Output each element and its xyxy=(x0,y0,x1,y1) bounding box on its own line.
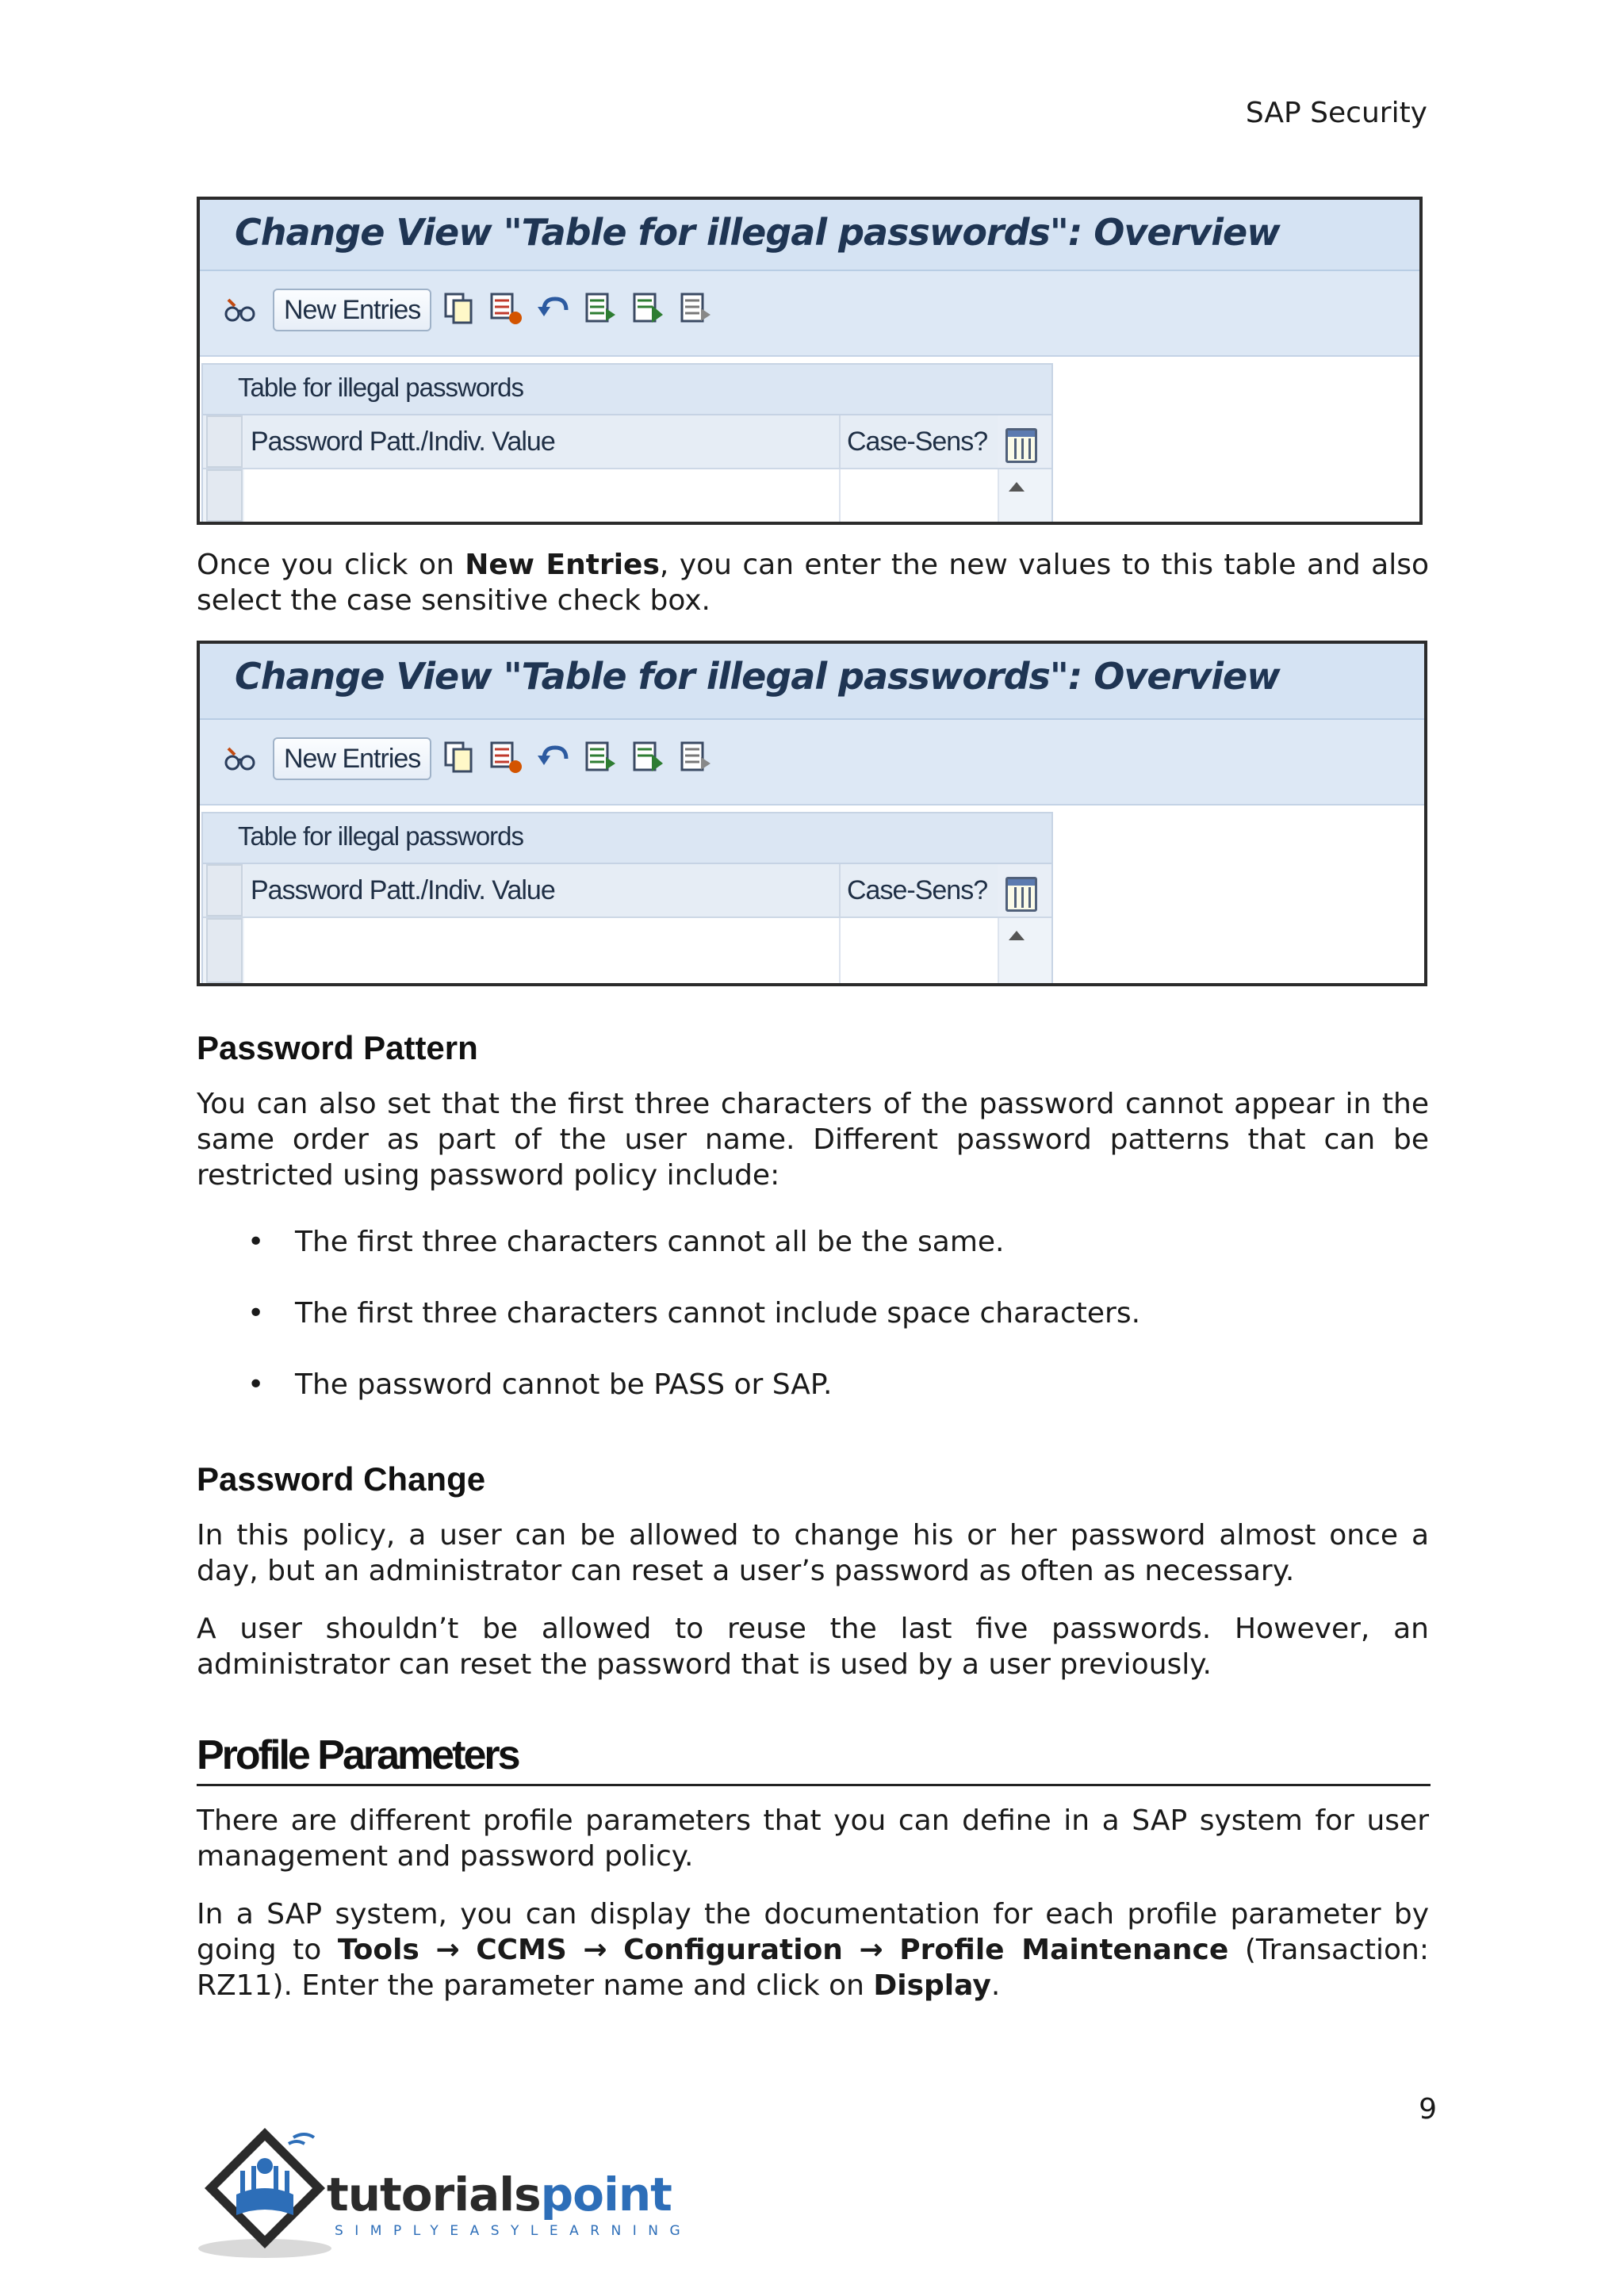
password-pattern-paragraph: You can also set that the first three characters of the password cannot appear in the same order as part of the user name. Different password patterns that can be restricted using password policy include: xyxy=(197,1088,1429,1192)
profile-parameters-heading: Profile Parameters xyxy=(197,1732,519,1778)
row-selector-header[interactable] xyxy=(206,864,243,916)
table-title: Table for illegal passwords xyxy=(238,821,524,851)
logo-wordmark: tutorialspoint xyxy=(327,2168,672,2221)
list-item: The password cannot be PASS or SAP. xyxy=(295,1368,833,1401)
sap-titlebar xyxy=(200,644,1424,720)
scroll-up-arrow-icon[interactable] xyxy=(1009,931,1025,940)
table-control xyxy=(201,812,1053,983)
sap-toolbar xyxy=(200,720,1424,806)
undo-icon[interactable] xyxy=(536,739,571,775)
profile-parameters-paragraph-1: There are different profile parameters that you can define in a SAP system for user management and password policy. xyxy=(197,1804,1429,1873)
logo-diamond-icon xyxy=(193,2122,336,2264)
table-row[interactable] xyxy=(244,918,999,983)
column-header-row xyxy=(203,415,1051,469)
column-configuration-icon[interactable] xyxy=(1005,428,1037,463)
sap-content xyxy=(200,806,1424,983)
bullet-icon: • xyxy=(247,1297,265,1330)
deselect-all-icon[interactable] xyxy=(679,739,714,775)
intro-paragraph: Once you click on New Entries, you can enter the new values to this table and also select the case sensitive check box. xyxy=(197,549,1430,617)
column-case-sensitive[interactable]: Case-Sens? xyxy=(841,864,998,916)
heading-rule xyxy=(197,1784,1431,1786)
password-change-paragraph-2: A user shouldn’t be allowed to reuse the last five passwords. However, an administrator can reset the password that is used by a user previously. xyxy=(197,1613,1429,1681)
page-number: 9 xyxy=(1419,2093,1437,2126)
table-header xyxy=(203,813,1051,864)
table-header xyxy=(203,365,1051,415)
bullet-icon: • xyxy=(247,1226,265,1258)
sap-titlebar xyxy=(200,200,1419,271)
deselect-all-icon[interactable] xyxy=(679,290,714,327)
copy-icon[interactable] xyxy=(441,290,476,327)
sap-screenshot-2 xyxy=(197,641,1427,986)
tutorialspoint-logo xyxy=(193,2122,692,2264)
profile-parameters-paragraph-2: In a SAP system, you can display the documentation for each profile parameter by going to Tools → CCMS → Configuration → Profile Maintenance (Transaction: RZ11). Enter the parameter name and click on Display. xyxy=(197,1898,1429,2002)
sap-window-title: Change View "Table for illegal passwords": Overview xyxy=(235,211,1280,254)
bullet-icon: • xyxy=(247,1368,265,1401)
new-entries-button[interactable]: New Entries xyxy=(273,289,431,331)
password-change-heading: Password Change xyxy=(197,1460,486,1498)
sap-toolbar xyxy=(200,271,1419,357)
scroll-up-arrow-icon[interactable] xyxy=(1009,482,1025,492)
row-selector-header[interactable] xyxy=(206,415,243,468)
table-row[interactable] xyxy=(244,469,999,522)
password-change-paragraph-1: In this policy, a user can be allowed to change his or her password almost once a day, but an administrator can reset a user’s password as often as necessary. xyxy=(197,1519,1429,1587)
column-header-row xyxy=(203,864,1051,918)
select-block-icon[interactable] xyxy=(631,290,666,327)
sap-window-title: Change View "Table for illegal passwords": Overview xyxy=(235,655,1280,698)
running-header: SAP Security xyxy=(1245,97,1427,129)
delete-icon[interactable] xyxy=(488,290,523,327)
column-password-value[interactable]: Password Patt./Indiv. Value xyxy=(244,415,841,468)
sap-screenshot-1 xyxy=(197,197,1423,525)
display-change-icon[interactable] xyxy=(224,744,257,783)
list-item: The first three characters cannot include space characters. xyxy=(295,1297,1141,1330)
display-change-icon[interactable] xyxy=(224,295,257,334)
password-pattern-heading: Password Pattern xyxy=(197,1029,478,1066)
delete-icon[interactable] xyxy=(488,739,523,775)
sap-content xyxy=(200,357,1419,522)
undo-icon[interactable] xyxy=(536,290,571,327)
column-case-sensitive[interactable]: Case-Sens? xyxy=(841,415,998,468)
logo-tagline: SIMPLYEASYLEARNING xyxy=(335,2223,692,2239)
row-selector[interactable] xyxy=(206,469,243,522)
table-title: Table for illegal passwords xyxy=(238,373,524,402)
new-entries-button[interactable]: New Entries xyxy=(273,737,431,780)
select-block-icon[interactable] xyxy=(631,739,666,775)
list-item: The first three characters cannot all be the same. xyxy=(295,1226,1005,1258)
copy-icon[interactable] xyxy=(441,739,476,775)
select-all-icon[interactable] xyxy=(584,739,619,775)
select-all-icon[interactable] xyxy=(584,290,619,327)
column-configuration-icon[interactable] xyxy=(1005,877,1037,912)
row-selector[interactable] xyxy=(206,918,243,983)
column-password-value[interactable]: Password Patt./Indiv. Value xyxy=(244,864,841,916)
table-control xyxy=(201,363,1053,522)
